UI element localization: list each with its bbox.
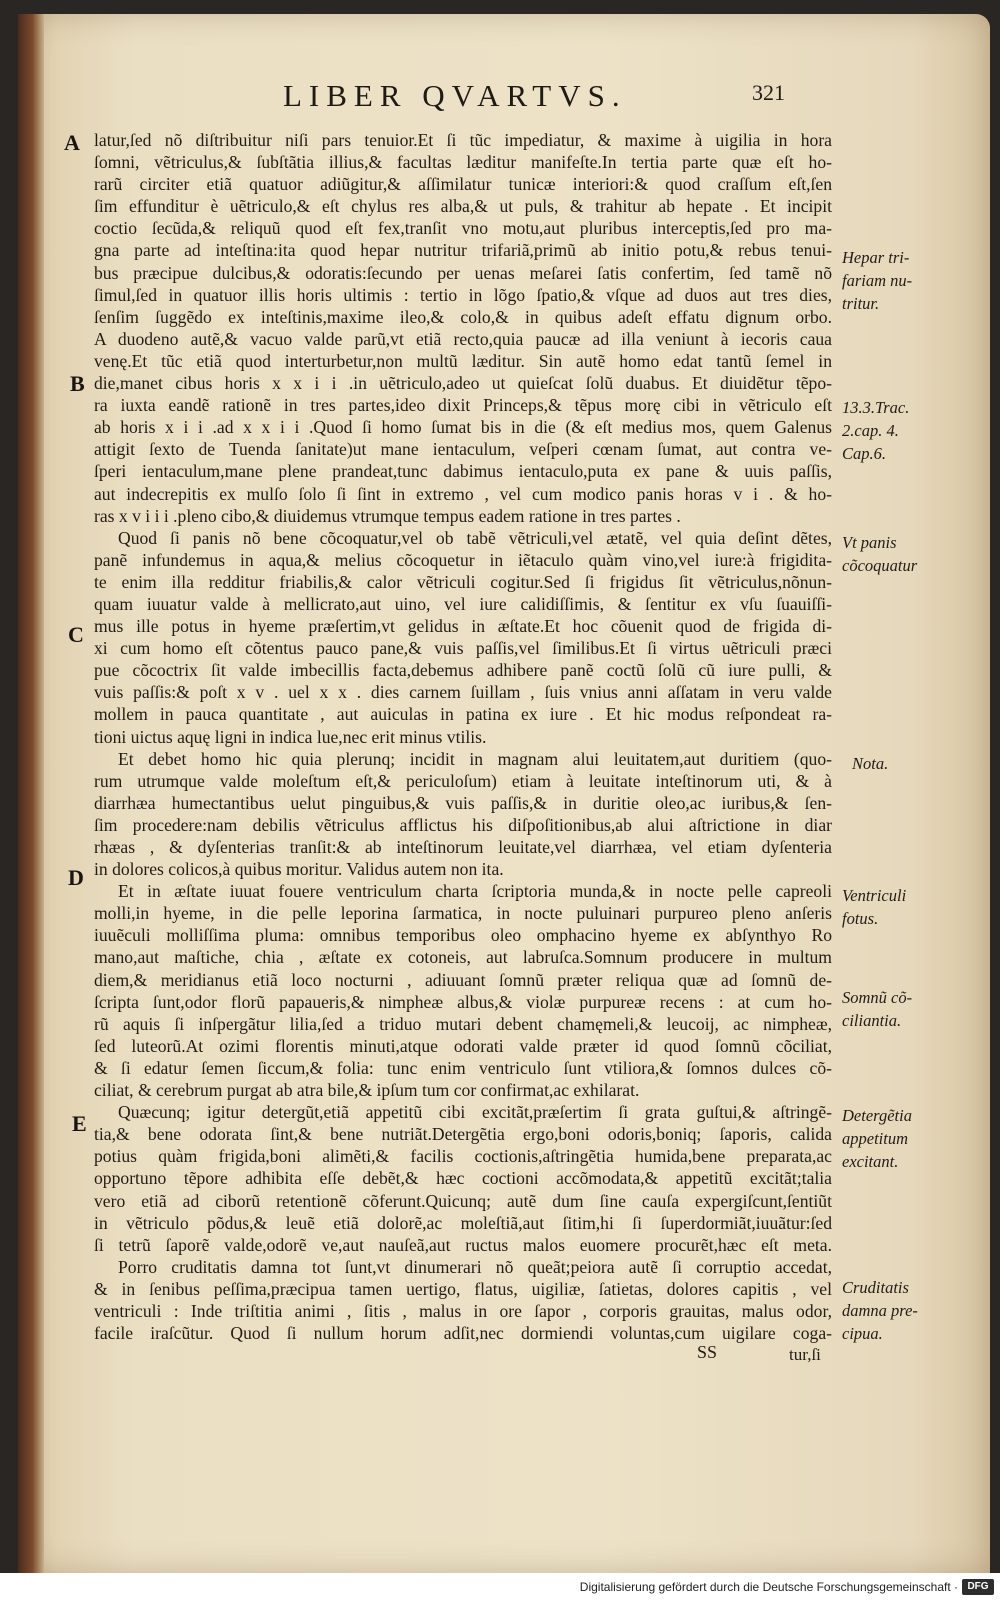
text-line: venę.Et tũc etiã quod interturbetur,non multũ læditur. Sin autẽ homo edat tantũ ſemel in: [94, 350, 832, 371]
text-line: Et in æſtate iuuat fouere ventriculum charta ſcriptoria munda,& in nocte pelle capreoli: [118, 881, 832, 902]
text-line: & in ſenibus peſſima,præcipua tamen uertigo, flatus, uigiliæ, ſatietas, dolores capitis , vel: [94, 1278, 832, 1299]
text-line: A duodeno autẽ,& vacuo valde parũ,vt etiã recto,quia paucæ ad illa veniunt à iecoris caua: [94, 328, 832, 349]
note-line: fotus.: [842, 909, 879, 928]
section-letter-b: B: [70, 371, 85, 396]
section-letter-a: A: [64, 130, 80, 155]
text-line: diem,& meridianus etiã loco nocturni , adiuuant ſomnũ præter reliqua quæ ad ſomnũ de-: [94, 969, 832, 990]
note-line: Ventriculi: [842, 886, 907, 905]
text-line: ventriculi : Inde triſtitia animi , ſitis , malus in ore ſapor , corporis grauitas, malus odor,: [94, 1300, 832, 1321]
marginal-note-cruditatis: [842, 1276, 918, 1345]
text-line: rarũ circiter etiã quatuor adiũgitur,& aſſimilatur tunicæ interiori:& quod craſſum eſt,ſen: [94, 174, 832, 195]
text-line: ſomni, vẽtriculus,& ſubſtãtia illius,& facultas læditur manifeſte.In tertia parte quæ eſt ho-: [94, 152, 832, 173]
text-line: xi cum homo eſt cõtentus pauco pane,& vuis paſſis,vel ſimilibus.Et ſi virtus uẽtriculi præci: [94, 638, 832, 659]
text-line: rũ aquis ſi inſpergãtur lilia,ſed a triduo mutari debent chamęmeli,& leucoij, ac nimpheæ,: [94, 1013, 832, 1034]
marginal-note-ventriculi: [842, 884, 906, 930]
text-line: diarrhæa humectantibus uelut pinguibus,& vuis paſſis,& in duritie oleo,ac iuribus,& ſen-: [94, 792, 832, 813]
text-line: tioni uictus aquę ligni in indica lue,nec erit minus vtilis.: [94, 726, 487, 747]
text-line: latur,ſed nõ diſtribuitur niſi pars tenuior.Et ſi tũc impediatur, & maxime à uigilia in hora: [94, 130, 832, 150]
text-line: Quæcunq; igitur detergũt,etiã appetitũ cibi excitãt,præſertim ſi grata guſtui,& aſtringẽ-: [118, 1102, 832, 1123]
dfg-logo: DFG: [962, 1579, 994, 1595]
text-line: in dolores colicos,à quibus moritur. Validus autem non ita.: [94, 859, 504, 880]
digitization-footer: [0, 1573, 1000, 1603]
text-line: rum utrumque valde moleſtum eſt,& periculoſum) etiam à leuitate inteſtinorum uti, & à: [94, 770, 832, 791]
note-line: 13.3.Trac.: [842, 398, 910, 417]
note-line: Cap.6.: [842, 444, 887, 463]
signature-mark: SS: [697, 1342, 718, 1362]
text-line: iuuẽculi molliſſima pluma: omnibus temporibus oleo omphacino hyeme ex abſynthyo Ro: [94, 925, 832, 946]
text-line: ſim procedere:nam debilis vẽtriculus afflictus his diſpoſitionibus,ab alui aſtrictione in diar: [94, 814, 832, 835]
text-line: rhæas , & dyſenterias tranſit:& ab inteſtinorum leuitate,vel diarrhæa, vel etiam dyſenteria: [94, 837, 832, 857]
text-line: mano,aut maſtiche, chia , æſtate ex cotoneis, aut labruſca.Somnum producere in multum: [94, 947, 832, 968]
book-spine: [18, 14, 44, 1573]
text-line: ras x v i i i .pleno cibo,& diuidemus vtrumque tempus eadem ratione in tres partes .: [94, 505, 681, 526]
text-line: tia,& bene odorata ſint,& bene nutriãt.Detergẽtia ergo,boni odoris,boniq; ſaporis, calida: [94, 1124, 832, 1145]
note-line: Hepar tri-: [842, 248, 910, 267]
marginal-note-nota: [852, 752, 888, 775]
section-letter-d: D: [68, 865, 84, 890]
text-line: facile iraſcũtur. Quod ſi nullum horum adſit,nec dormiendi voluntas,cum uigilare coga-: [94, 1323, 832, 1344]
note-line: tritur.: [842, 294, 880, 313]
text-line: die,manet cibus horis x x i i .in uẽtriculo,adeo ut quieſcat ſolũ duabus. Et diuidẽtur tẽpo-: [94, 373, 832, 394]
text-line: Et debet homo hic quia plerunq; incidit in magnam alui leuitatem,aut duritiem (quo-: [118, 748, 832, 769]
text-line: ab horis x i i .ad x x i i .Quod ſi homo ſumat bis in die (& eſt medius mos, quem Galenus: [94, 417, 832, 438]
marginal-note-panis: [842, 531, 917, 577]
text-line: ra iuxta eandẽ rationẽ in tres partes,ideo dixit Princeps,& tẽpus morę cibi in vẽtriculo eſt: [94, 395, 832, 416]
text-line: vuis paſſis:& poſt x v . uel x x . dies carnem ſuillam , ſuis vnius anni aſſatam in veru valde: [94, 682, 832, 703]
note-line: fariam nu-: [842, 271, 913, 290]
text-line: ſim effunditur è uẽtriculo,& eſt chylus res alba,& ut puls, & trahitur ab hepate . Et incipit: [94, 196, 832, 217]
text-line: panẽ infundemus in aqua,& melius cõcoquetur in iẽtaculo quàm vino,vel iure:à frigidita-: [94, 549, 832, 570]
note-line: damna pre-: [842, 1301, 918, 1320]
text-line: coctio ſecũda,& reliquũ quod eſt fex,tranſit vno motu,aut pluribus interceptis,ſed pro ma-: [94, 218, 832, 239]
marginal-note-trac: [842, 396, 909, 465]
marginal-note-hepar: [842, 246, 912, 315]
note-line: cipua.: [842, 1324, 883, 1343]
text-line: ſimul,ſed in quatuor illis horis ultimis : tertio in lõgo ſpatio,& vſque ad duos aut tres dies,: [94, 284, 832, 305]
text-line: potius quàm frigida,boni alimẽti,& facilis coctionis,aſtringẽtia humida,bene preparata,ac: [94, 1146, 832, 1167]
section-letter-e: E: [72, 1111, 87, 1136]
text-line: Quod ſi panis nõ bene cõcoquatur,vel ob tabẽ vẽtriculi,vel ætatẽ, vel quia deſint dẽtes,: [118, 527, 832, 548]
note-line: cõcoquatur: [842, 556, 918, 575]
note-line: Nota.: [852, 754, 889, 773]
text-line: mus ille potus in hyeme præſertim,vt gelidus in æſtate.Et hoc cõuenit quod de frigida di-: [94, 616, 832, 637]
marginal-note-somnu: [842, 986, 912, 1032]
note-line: Vt panis: [842, 533, 897, 552]
note-line: Cruditatis: [842, 1278, 909, 1297]
funding-credit: Digitalisierung gefördert durch die Deutsche Forschungsgemeinschaft ·: [579, 1580, 958, 1594]
main-text-block: [94, 129, 832, 1344]
text-line: molli,in hyeme, in die pelle leporina ſarmatica, in nocte puluinari purpureo pleno anſeris: [94, 903, 832, 924]
text-line: ſcripta ſunt,odor florũ papaueris,& nimpheæ albus,& violæ purpureæ recens : at cum ho-: [94, 991, 832, 1012]
text-line: opportuno tẽpore adhibita eſſe debẽt,& hæc coctioni accõmodata,& appetitũ excitãt;talia: [94, 1168, 832, 1189]
text-line: pue cõcoctrix ſit valde imbecillis facta,debemus adhibere panẽ coctũ ſolũ cũ iure pulli, &: [94, 660, 832, 681]
marginal-note-detergetia: [842, 1104, 912, 1173]
note-line: Detergẽtia: [842, 1106, 912, 1125]
text-line: mollem in pauca quantitate , aut auiculas in patina ex iure . Et hic modus reſpondeat ra-: [94, 704, 832, 725]
text-line: ſperi ientaculum,mane plene prandeat,tunc dabimus ientaculo,puta ex pane & uuis paſſis,: [94, 461, 832, 482]
text-line: ſenſim ſuggẽdo ex inteſtinis,maxime ileo,& colo,& in quibus adeſt effatu dignum orbo.: [94, 306, 832, 327]
note-line: Somnũ cõ-: [842, 988, 913, 1007]
text-line: in vẽtriculo põdus,& leuẽ etiã dolorẽ,ac moleſtiã,aut ſitim,hi ſi ſuperdormiãt,iuuãtur:ſed: [94, 1212, 832, 1233]
text-line: ſed luteorũ.At ozimi florentis minuti,atque odorati valde præter id quod ſomnũ cõciliat,: [94, 1035, 832, 1056]
text-line: attigit ſexto de Tuenda ſanitate)ut mane ientaculum, veſperi cœnam ſumat, aut contra ve-: [94, 439, 832, 460]
text-line: gna parte ad inteſtina:ita quod hepar nutritur trifariã,primũ ab initio potu,& rebus tenui-: [94, 240, 832, 261]
text-line: te enim illa redditur friabilis,& calor vẽtriculi cogitur.Sed ſi frigidus ſit vẽtriculus,nõnun-: [94, 571, 832, 592]
text-line: ciliat, & cerebrum purgat ab atra bile,& ipſum tum cor confirmat,ac exhilarat.: [94, 1080, 640, 1101]
text-line: aut indecrepitis ex mulſo ſolo ſi ſint in extremo , vel cum modico panis horas v i . & ho-: [94, 483, 832, 504]
section-letter-c: C: [68, 622, 84, 647]
note-line: excitant.: [842, 1152, 899, 1171]
text-line: Porro cruditatis damna tot ſunt,vt dinumerari nõ queãt;peiora autẽ ſi corruptio accedat,: [118, 1256, 832, 1277]
text-line: quam iuuatur valde à mellicrato,aut uino, vel iure calidiſſimis, & ſentitur ex vſu ſuauiſſi-: [94, 593, 832, 614]
note-line: appetitum: [842, 1129, 908, 1148]
note-line: 2.cap. 4.: [842, 421, 899, 440]
text-line: ſi tetrũ ſaporẽ valde,odorẽ ve,aut nauſeã,aut ructus malos euomere procurẽt,hæc eſt meta.: [94, 1234, 832, 1255]
page-number: 321: [752, 80, 785, 105]
text-line: & ſi edatur ſemen ſiccum,& folia: tunc enim ventriculo ſunt vtiliora,& ſomnos dulces cõ-: [94, 1057, 832, 1078]
text-line: bus præcipue dulcibus,& odoratis:ſecundo per uenas meſarei ſatis confertim, ſed tamẽ nõ: [94, 262, 832, 283]
running-head: LIBER QVARTVS.: [283, 78, 627, 113]
catchword: tur,ſi: [789, 1345, 821, 1364]
text-line: vero etiã ad ciborũ retentionẽ cõferunt.Quicunq; autẽ dum ſine cauſa expergiſcunt,ſentiũt: [94, 1190, 832, 1211]
note-line: ciliantia.: [842, 1011, 902, 1030]
